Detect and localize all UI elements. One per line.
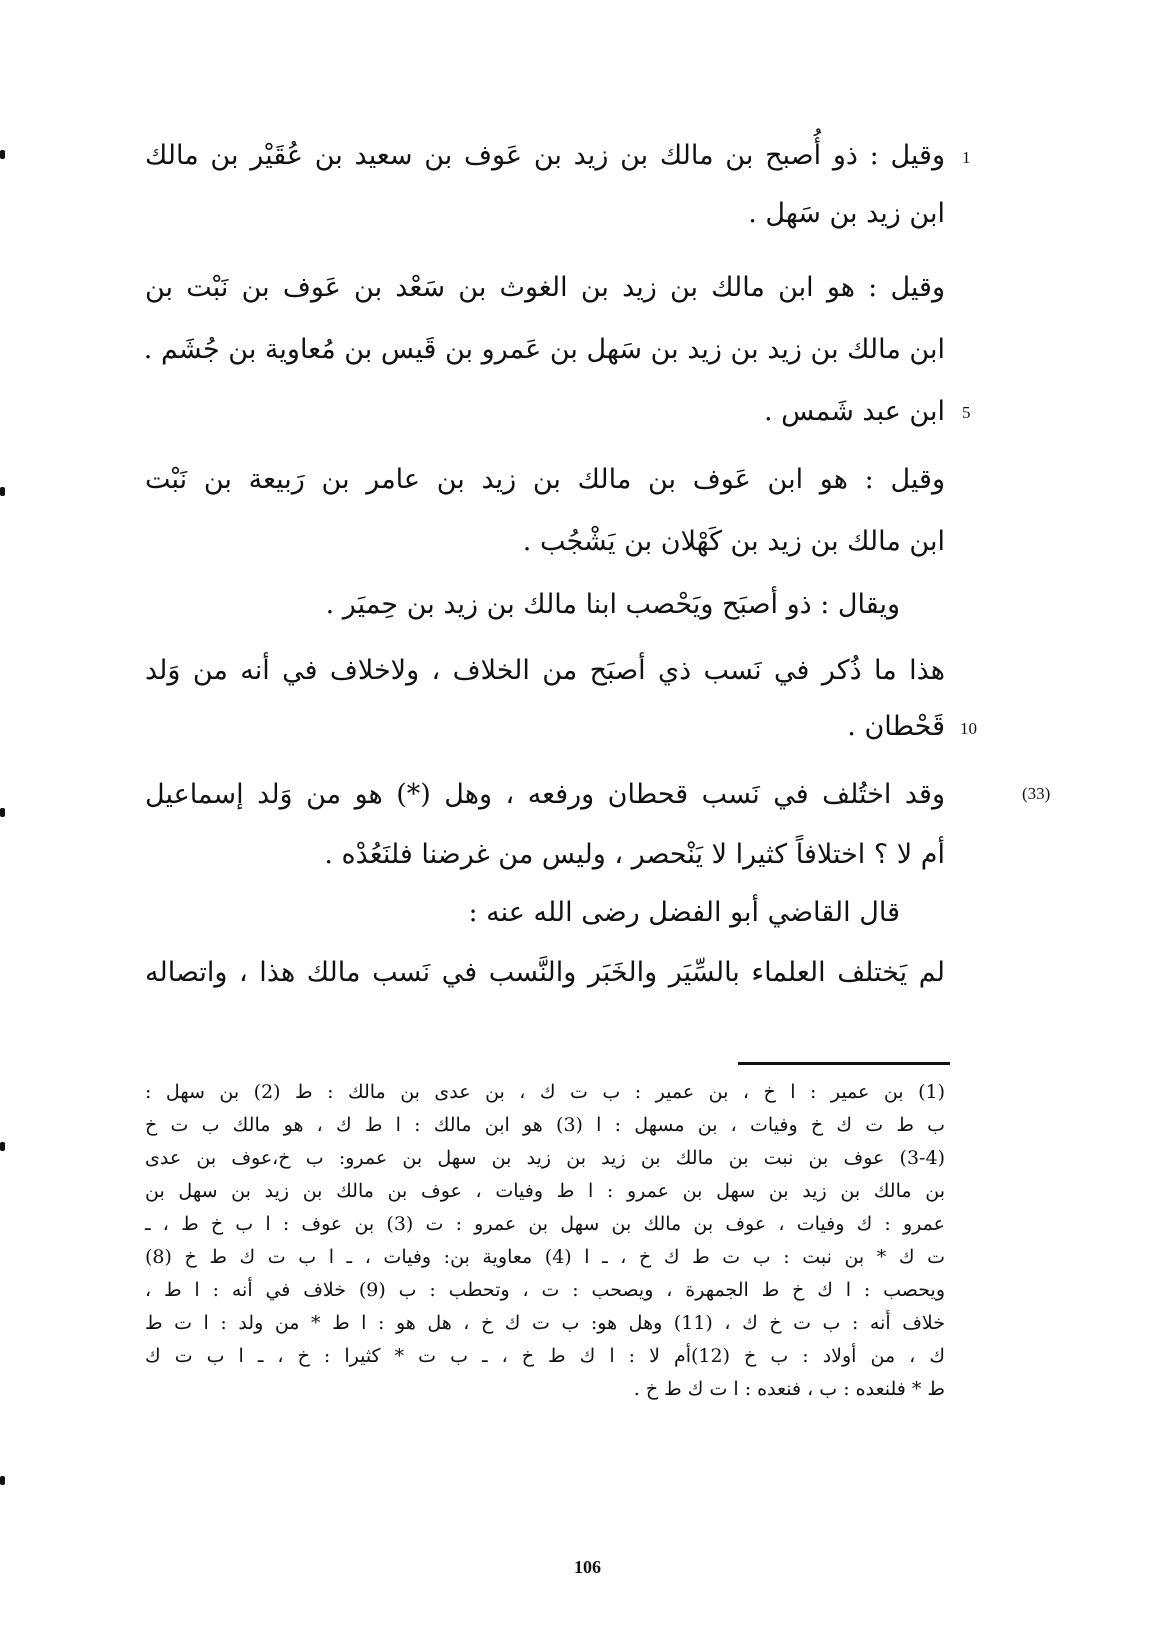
- text-line-11: وقد اختُلف في نَسب قحطان ورفعه ، وهل (*) هو من وَلد إسماعيل: [145, 779, 945, 810]
- footnote-line-1: (1) بن عمير : ا خ ، بن عمير : ب ت ك ، بن عدى بن مالك : ط (2) بن سهل :: [145, 1081, 945, 1103]
- footnote-line-6: ت ك * بن نبت : ب ت ط ك خ ، ـ ا (4) معاوية بن: وفيات ، ـ ا ب ت ك ط خ (8): [145, 1246, 946, 1268]
- text-line-10: قَحْطان .: [847, 711, 945, 742]
- text-line-2: ابن زيد بن سَهل .: [748, 198, 945, 229]
- text-line-8: ويقال : ذو أصبَح ويَحْصب ابنا مالك بن زيد بن حِميَر .: [325, 589, 900, 620]
- footnote-line-10: ط * فلنعده : ب ، فنعده : ا ت ك ط خ .: [633, 1378, 945, 1400]
- scan-edge-mark: [0, 1142, 5, 1151]
- footnote-line-4: بن مالك بن زيد بن سهل بن عمرو : ا ط وفيات ، عوف بن مالك بن زيد بن سهل بن: [145, 1180, 945, 1202]
- line-number-10: 10: [960, 719, 977, 738]
- text-line-3: وقيل : هو ابن مالك بن زيد بن الغوث بن سَعْد بن عَوف بن نَبْت بن: [145, 272, 945, 303]
- scan-edge-mark: [0, 487, 5, 496]
- footnote-line-8: خلاف أنه : ب ت خ ك ، (11) وهل هو: ب ت ك خ ، هل هو : ا ط * من ولد : ا ت ط: [145, 1312, 945, 1334]
- text-line-6: وقيل : هو ابن عَوف بن مالك بن زيد بن عامر بن رَبيعة بن نَبْت: [145, 464, 945, 495]
- footnote-line-9: ك ، من أولاد : ب خ (12)أم لا : ا ك ط خ ، ـ ب ت * كثيرا : خ ، ـ ا ب ت ك: [145, 1345, 945, 1367]
- text-line-12: أم لا ؟ اختلافاً كثيرا لا يَنْحصر ، وليس من غرضنا فلنَعُدْه .: [324, 839, 945, 870]
- text-line-4: ابن مالك بن زيد بن زيد بن سَهل بن عَمرو بن قَيس بن مُعاوية بن جُشَم .: [143, 334, 945, 365]
- line-number-1: 1: [962, 148, 971, 167]
- text-line-13: قال القاضي أبو الفضل رضى الله عنه :: [468, 897, 900, 928]
- page-number: 106: [574, 1557, 601, 1577]
- scan-edge-mark: [0, 150, 5, 159]
- scan-edge-mark: [0, 1476, 5, 1485]
- text-line-14: لم يَختلف العلماء بالسِّيَر والخَبَر والنَّسب في نَسب مالك هذا ، واتصاله: [145, 957, 945, 988]
- footnote-line-2: ب ط ت ك خ وفيات ، بن مسهل : ا (3) هو ابن مالك : ا ط ك ، هو مالك ب ت خ: [145, 1114, 946, 1136]
- text-line-5: ابن عبد شَمس .: [764, 396, 945, 427]
- text-line-1: وقيل : ذو أُصبح بن مالك بن زيد بن عَوف بن سعيد بن عُقَيْر بن مالك: [145, 140, 945, 171]
- footnote-line-5: عمرو : ك وفيات ، عوف بن مالك بن سهل بن عمرو : ت (3) بن عوف : ا ب خ ط ، ـ: [145, 1213, 945, 1235]
- footnote-line-3: (3-4) عوف بن نبت بن مالك بن زيد بن زيد بن سهل بن عمرو: ب خ،عوف بن عدى: [145, 1147, 945, 1169]
- footnote-line-7: ويحصب : ا ك خ ط الجمهرة ، ويصحب : ت ، وتحطب : ب (9) خلاف في أنه : ا ط ،: [145, 1279, 945, 1301]
- scan-edge-mark: [0, 808, 5, 817]
- reference-number: (33): [1022, 784, 1051, 803]
- text-line-7: ابن مالك بن زيد بن كَهْلان بن يَشْجُب .: [522, 526, 945, 557]
- line-number-5: 5: [962, 403, 971, 422]
- footnote-separator: [738, 1062, 950, 1065]
- text-line-9: هذا ما ذُكر في نَسب ذي أصبَح من الخلاف ، ولاخلاف في أنه من وَلد: [145, 655, 945, 686]
